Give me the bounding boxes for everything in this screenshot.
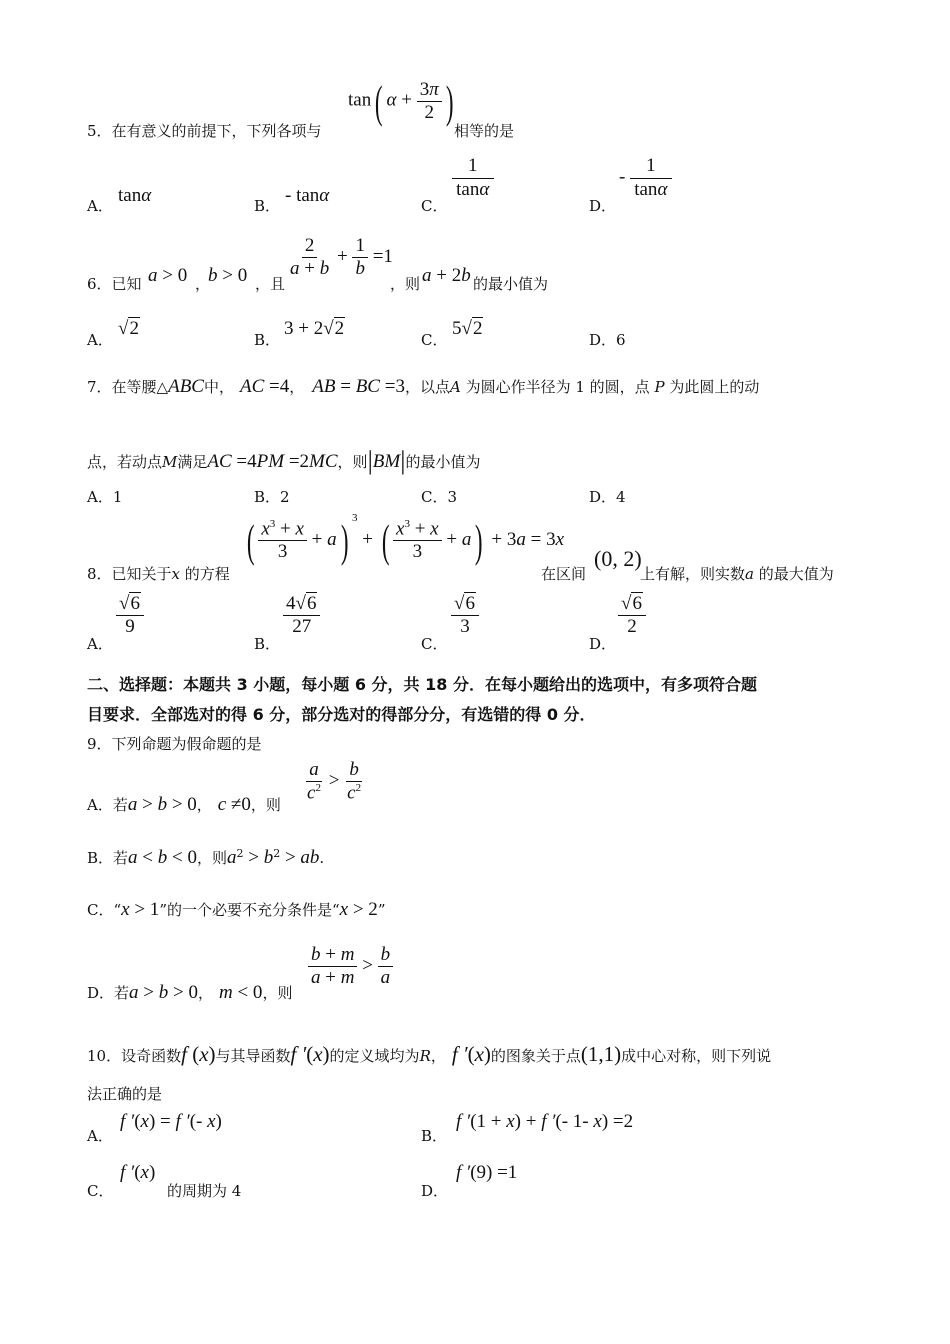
q10-option-c-expr: f ′(x) <box>120 1162 156 1183</box>
q8-tail: 上有解，则实数a 的最大值为 <box>640 565 834 583</box>
q8-option-c[interactable]: C． <box>421 635 448 653</box>
q6-equation: $\frac{2}{a + b}$ + $\frac{1}{b}$ =1 <box>290 235 393 279</box>
q10-option-b[interactable]: B． <box>421 1127 448 1145</box>
q6-option-b-expr: 3 + 2√2 <box>284 318 345 339</box>
q10-line1: 10．设奇函数f (x)与其导函数f ′(x)的定义域均为R， f ′(x)的图象关于点(1,1)成中心对称，则下列说 <box>87 1042 772 1066</box>
q5-stem <box>87 120 322 141</box>
q5-stem-tail: 相等的是 <box>454 122 515 140</box>
q8-option-a[interactable]: A． <box>87 635 113 653</box>
q6-sep3: ，则 <box>390 275 421 293</box>
q5-option-b-expr: - tanα <box>285 185 330 206</box>
q6-option-c-expr: 5√2 <box>452 318 483 339</box>
q7-option-b[interactable]: B．2 <box>254 488 290 506</box>
q5-option-d-expr: - $\frac{1}{\tan\alpha}$ <box>619 156 672 200</box>
q8-equation: ( $\frac{x^3 + x}{3}$ + a) $^3$ + ( $\frac{x^3 + x}{3}$ + a) + 3a = 3x <box>246 512 565 567</box>
q8-interval-text: 在区间 <box>541 565 587 583</box>
q6-option-a[interactable]: A． <box>87 331 113 349</box>
q5-option-a-expr: tanα <box>118 185 152 206</box>
q8-option-b[interactable]: B． <box>254 635 281 653</box>
q7-option-d[interactable]: D．4 <box>589 488 626 506</box>
q6-target: a + 2b <box>422 265 471 286</box>
q5-option-d[interactable]: D． <box>589 197 617 215</box>
q9-option-a[interactable]: A．若a > b > 0， c ≠0，则 <box>87 794 281 815</box>
q10-option-c-tail: 的周期为 4 <box>167 1182 242 1200</box>
q8-option-d-expr: $\frac{√6}{2}$ <box>618 594 646 637</box>
q9-option-c[interactable]: C．“x > 1”的一个必要不充分条件是“x > 2” <box>87 899 386 920</box>
q10-option-d-expr: f ′(9) =1 <box>456 1162 518 1183</box>
q10-option-b-expr: f ′(1 + x) + f ′(- 1- x) =2 <box>456 1111 634 1132</box>
q6-sep2: ，且 <box>255 275 286 293</box>
q9-stem: 9．下列命题为假命题的是 <box>87 735 262 753</box>
q10-option-d[interactable]: D． <box>421 1182 449 1200</box>
q9-option-a-expr: $\frac{a}{c^2}$ > $\frac{b}{c^2}$ <box>307 759 362 804</box>
q7-line2: 点，若动点M满足AC =4PM =2MC，则|BM|的最小值为 <box>87 446 481 475</box>
q8-option-d[interactable]: D． <box>589 635 617 653</box>
q10-option-c[interactable]: C． <box>87 1182 114 1200</box>
q5-option-c[interactable]: C． <box>421 197 448 215</box>
q5-stem-text: 5．在有意义的前提下，下列各项与 <box>87 122 322 140</box>
q8-stem: 8．已知关于x 的方程 <box>87 565 230 583</box>
q9-option-d[interactable]: D．若a > b > 0， m < 0，则 <box>87 982 293 1003</box>
q7-option-c[interactable]: C．3 <box>421 488 458 506</box>
q8-option-c-expr: $\frac{√6}{3}$ <box>451 594 479 637</box>
q6-sep1: ， <box>195 275 211 293</box>
q6-cond-b: b > 0 <box>208 265 248 286</box>
q10-line2: 法正确的是 <box>87 1085 163 1103</box>
q10-option-a[interactable]: A． <box>87 1127 113 1145</box>
q6-option-d[interactable]: D．6 <box>589 331 626 349</box>
q6-cond-a: a > 0 <box>148 265 188 286</box>
q7-option-a[interactable]: A．1 <box>87 488 123 506</box>
q8-option-b-expr: $\frac{4√6}{27}$ <box>283 594 320 637</box>
q5-option-c-expr: $\frac{1}{\tan\alpha}$ <box>452 156 494 200</box>
q8-option-a-expr: $\frac{√6}{9}$ <box>116 594 144 637</box>
q5-option-b[interactable]: B． <box>254 197 281 215</box>
section2-heading-line1: 二、选择题：本题共 3 小题，每小题 6 分，共 18 分．在每小题给出的选项中，有多项符合题 <box>87 675 757 694</box>
q7-line1: 7．在等腰△ABC中， AC =4， AB = BC =3，以点A 为圆心作半径为 1 的圆，点 P 为此圆上的动 <box>87 376 760 397</box>
q9-option-d-expr: $\frac{b + m}{a + m}$ > $\frac{b}{a}$ <box>308 945 393 988</box>
section2-heading-line2: 目要求．全部选对的得 6 分，部分选对的得部分分，有选错的得 0 分． <box>87 705 596 724</box>
q5-option-a[interactable]: A． <box>87 197 113 215</box>
q6-tail: 的最小值为 <box>473 275 549 293</box>
q9-option-b[interactable]: B．若a < b < 0，则$a^2 > b^2$ > ab. <box>87 847 325 868</box>
q5-expression: tan( α + $\frac{3\pi}{2}$ ) <box>348 76 454 127</box>
q6-option-a-expr: √2 <box>118 318 139 339</box>
q6-stem: 6．已知 <box>87 275 142 293</box>
q10-option-a-expr: f ′(x) = f ′(- x) <box>120 1111 222 1132</box>
q6-option-b[interactable]: B． <box>254 331 281 349</box>
q6-option-c[interactable]: C． <box>421 331 448 349</box>
q8-interval: (0, 2) <box>594 546 642 571</box>
